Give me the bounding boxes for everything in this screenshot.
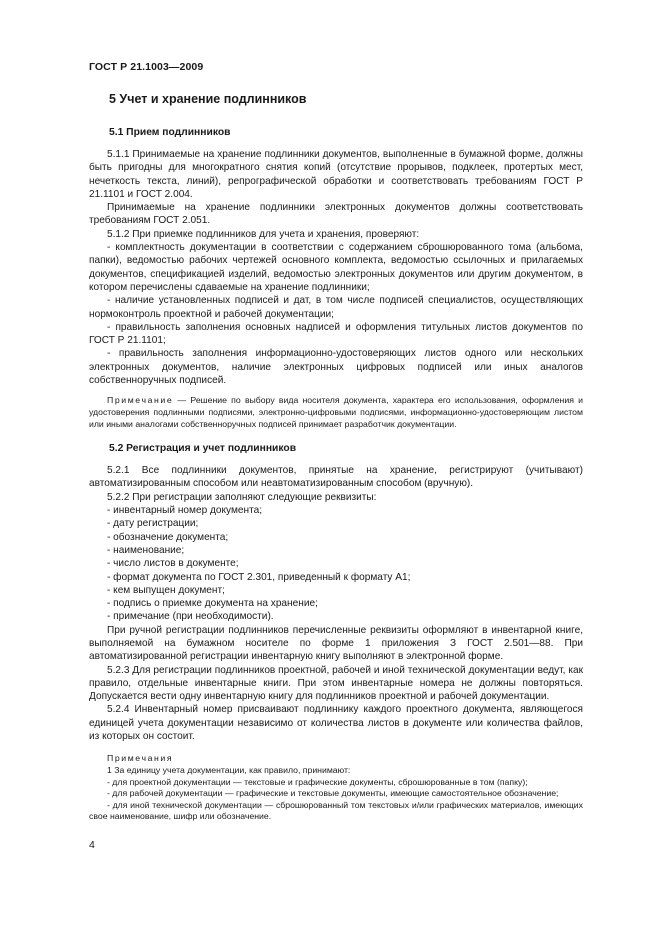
page-number: 4	[89, 839, 95, 851]
paragraph-5-1-2: 5.1.2 При приемке подлинников для учета и хранения, проверяют:	[107, 228, 420, 240]
list-item: - число листов в документе;	[107, 558, 239, 570]
check-item-electronic-sheets: - правильность заполнения информационно-удостоверяющих листов одного или нескольких электронных документов, наличие электронных цифровых подписей или иных аналогов собственноручных подписей.	[89, 348, 583, 387]
notes-label: Примечания	[107, 753, 174, 764]
note-1: 1 За единицу учета документации, как правило, принимают:	[107, 764, 351, 775]
list-item: - дату регистрации;	[107, 518, 199, 530]
subsection-title-5-2: 5.2 Регистрация и учет подлинников	[109, 443, 297, 455]
notes-5-2	[89, 753, 583, 823]
list-item: - кем выпущен документ;	[107, 584, 225, 596]
note-item-working-docs: - для рабочей документации — графические и текстовые документы, имеющие самостоятельное обозначение;	[107, 788, 559, 799]
note-label: Примечание	[107, 395, 174, 406]
page-content	[89, 91, 583, 823]
list-item: - формат документа по ГОСТ 2.301, приведенный к формату А1;	[107, 571, 411, 583]
check-item-signatures: - наличие установленных подписей и дат, в том числе подписей специалистов, осуществляющих нормоконтроль проектной и рабочей документации;	[89, 295, 583, 320]
list-item: - обозначение документа;	[107, 531, 229, 543]
check-item-completeness: - комплектность документации в соответствии с содержанием сброшюрованного тома (альбома, папки), ведомостью рабочих чертежей основного комплекта, ведомостью ссылочных и прилагаемых документов, спецификацией изделий, ведомостью электронных документов или другим документом, в котором перечислены сдаваемые на хранение подлинники;	[89, 242, 583, 293]
document-code-header: ГОСТ Р 21.1003—2009	[89, 61, 204, 73]
note-item-project-docs: - для проектной документации — текстовые и графические документы, сброшюрованные в том (папку);	[107, 776, 528, 787]
paragraph-electronic-docs: Принимаемые на хранение подлинники электронных документов должны соответствовать требованиям ГОСТ 2.051.	[89, 202, 583, 227]
list-item: - примечание (при необходимости).	[107, 611, 274, 623]
note-text: — Решение по выбору вида носителя документа, характера его использования, оформления и удостоверения подлинными подписями, электронно-цифровыми подписями, информационно-удостоверяющим листом или иными аналогами собственноручных подписей принимает разработчик документации.	[89, 395, 583, 429]
paragraph-5-2-3: 5.2.3 Для регистрации подлинников проектной, рабочей и иной технической документации ведут, как правило, отдельные инвентарные книги. При этом инвентарные номера не должны повторяться. Допускается вести одну инвентарную книгу для подлинников проектной и рабочей документации.	[89, 664, 583, 703]
note-item-other-docs: - для иной технической документации — сброшюрованный том текстовых и/или графических материалов, имеющих свое наименование, шифр или обозначение.	[89, 799, 583, 822]
subsection-title-5-1: 5.1 Прием подлинников	[109, 127, 231, 138]
paragraph-5-2-2: 5.2.2 При регистрации заполняют следующие реквизиты:	[107, 491, 377, 503]
paragraph-5-1-1: 5.1.1 Принимаемые на хранение подлинники документов, выполненные в бумажной форме, должны быть пригодны для многократного снятия копий (отсутствие прорывов, подклеек, протертых мест, нечеткость текста, линий), репрографической обработки и соответствовать требованиям ГОСТ Р 21.1101 и ГОСТ 2.004.	[89, 149, 583, 200]
list-item: - наименование;	[107, 544, 185, 556]
list-item: - инвентарный номер документа;	[107, 505, 263, 517]
paragraph-5-2-4: 5.2.4 Инвентарный номер присваивают подлиннику каждого проектного документа, являющегося единицей учета документации независимо от количества листов в документе или количества файлов, из которых он состоит.	[89, 704, 583, 743]
list-item: - подпись о приемке документа на хранение;	[107, 598, 318, 610]
section-title: 5 Учет и хранение подлинников	[109, 92, 307, 106]
paragraph-manual-registration: При ручной регистрации подлинников перечисленные реквизиты оформляют в инвентарной книге, выполняемой на бумажном носителе по форме 1 приложения З ГОСТ 2.501—88. При автоматизированной регистрации инвентарную книгу выполняют в электронной форме.	[89, 624, 583, 663]
check-item-title-blocks: - правильность заполнения основных надписей и оформления титульных листов документов по ГОСТ Р 21.1101;	[89, 321, 583, 347]
note-5-1	[89, 395, 583, 430]
paragraph-5-2-1: 5.2.1 Все подлинники документов, принятые на хранение, регистрируют (учитывают) автоматизированным способом или неавтоматизированным способом (вручную).	[89, 465, 583, 490]
